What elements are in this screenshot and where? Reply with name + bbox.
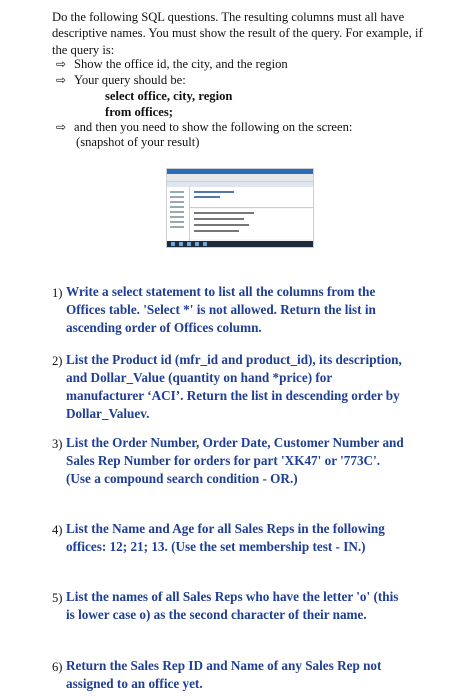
question-number: 4) [52, 523, 63, 537]
bullet-text: Show the office id, the city, and the region [74, 57, 288, 71]
sql-code-line: select office, city, region [105, 89, 233, 103]
right-arrow-icon: ⇨ [56, 120, 67, 134]
question-number: 6) [52, 660, 63, 674]
question-text: List the Product id (mfr_id and product_id), its description, and Dollar_Value (quantity on hand *price) for manufacturer ‘ACI’. Return the list in descending order by Dollar_Valuev. [66, 352, 402, 421]
question-number: 5) [52, 591, 63, 605]
question-number: 3) [52, 437, 63, 451]
bullet-text: Your query should be: [74, 73, 186, 87]
intro-paragraph [52, 9, 437, 58]
result-snapshot-image [166, 168, 314, 248]
sql-code-line: from offices; [105, 105, 173, 119]
bullet-item [56, 119, 352, 135]
question-text: Return the Sales Rep ID and Name of any Sales Rep not assigned to an office yet. [66, 658, 382, 691]
right-arrow-icon: ⇨ [56, 57, 67, 71]
question-number: 1) [52, 286, 63, 300]
question-text: List the Name and Age for all Sales Reps in the following offices: 12; 21; 13. (Use the set membership test - IN.) [66, 521, 385, 554]
bullet-item [56, 56, 288, 72]
question-text: List the names of all Sales Reps who have the letter 'o' (this is lower case o) as the second character of their name. [66, 589, 399, 622]
bullet-item [56, 72, 186, 88]
question-text: List the Order Number, Order Date, Customer Number and Sales Rep Number for orders for part 'XK47' or '773C'. (Use a compound search condition - OR.) [66, 435, 404, 486]
bullet-text: and then you need to show the following on the screen: [74, 120, 353, 134]
right-arrow-icon: ⇨ [56, 73, 67, 87]
question-number: 2) [52, 354, 63, 368]
question-text: Write a select statement to list all the columns from the Offices table. 'Select *' is not allowed. Return the list in ascending order of Offices column. [66, 284, 376, 335]
snapshot-label: (snapshot of your result) [76, 135, 200, 149]
intro-text: Do the following SQL questions. The resulting columns must all have descriptive names. You must show the result of the query. For example, if the query is: [52, 10, 423, 57]
